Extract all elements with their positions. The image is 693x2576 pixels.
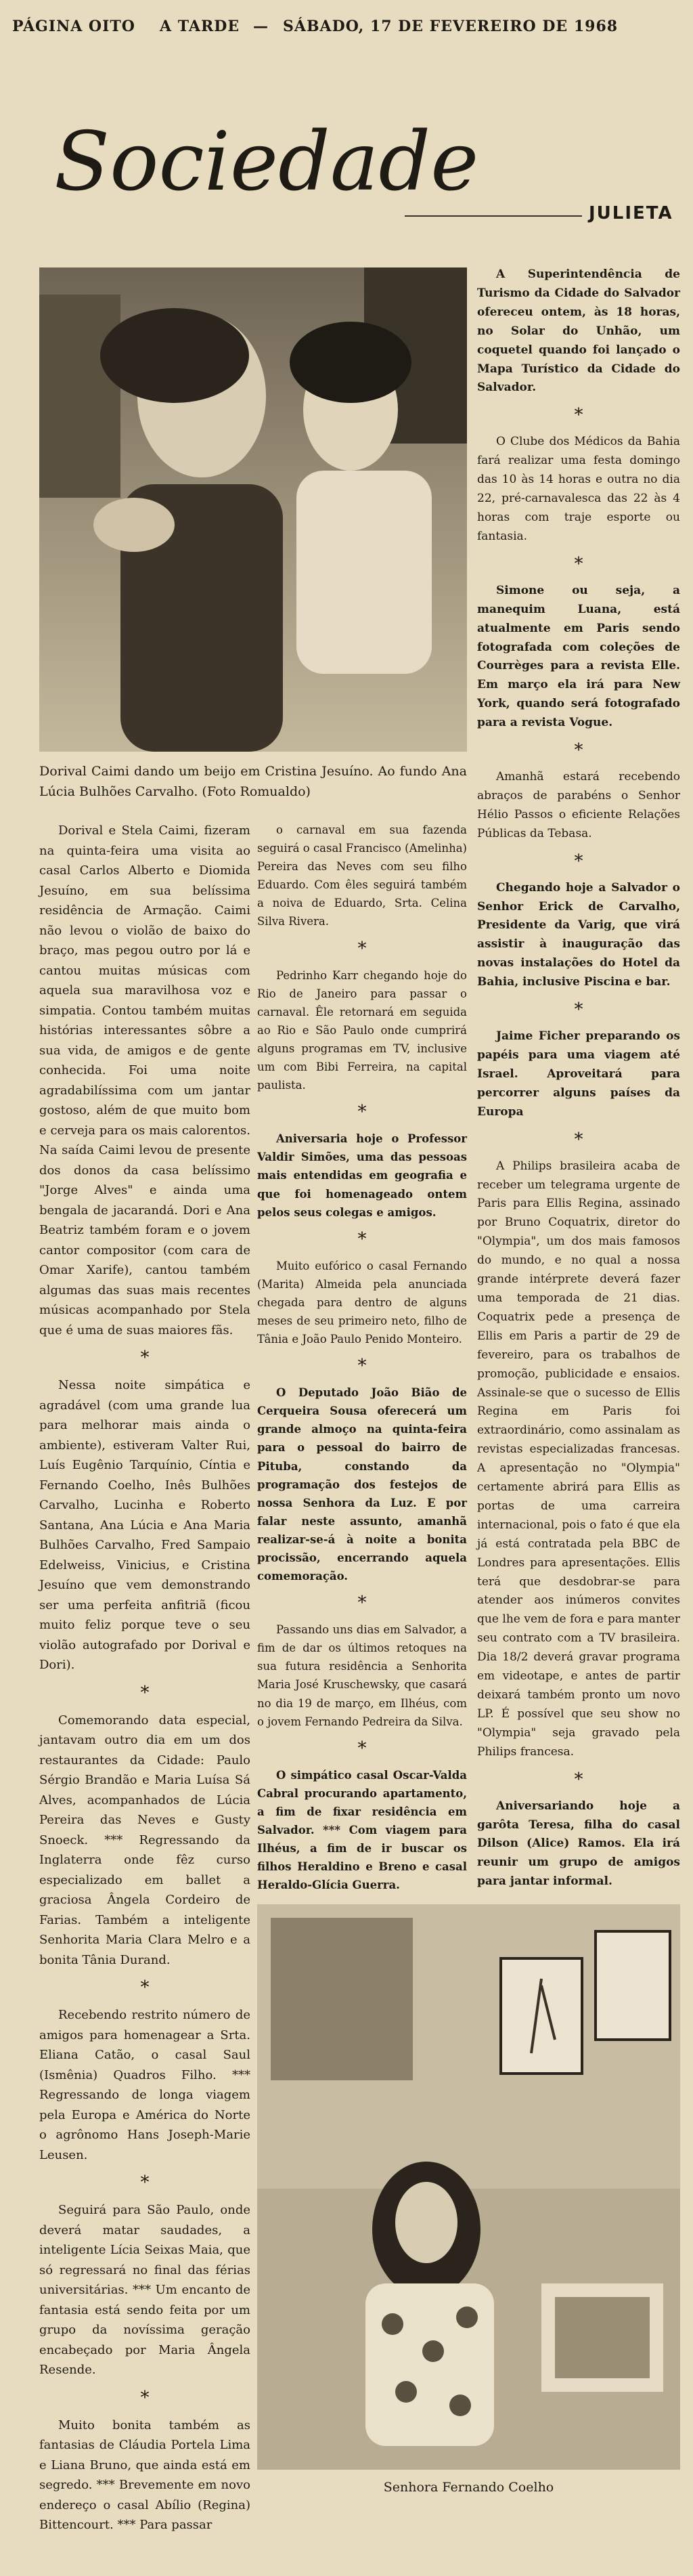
separator-star: * [574, 405, 583, 426]
photo-kiss [39, 267, 467, 752]
separator-star: * [357, 1356, 367, 1377]
news-paragraph: A Philips brasileira acaba de receber um telegrama urgente de Paris para Ellis Regina, assinado por Bruno Coquatrix, diretor do "Olympia", um dos mais famosos do mundo, e no qual a nossa grande intérprete deverá fazer uma temporada de 21 dias. Coquatrix pede a presença de Ellis em Paris a partir de 29 de fevereiro, para os trabalhos de promoção, publicidade e ensaios. Assinale-se que o sucesso de Ellis Regina em Paris foi extraordinário, como assinalam as revistas especializadas francesas. A apresentação no "Olympia" certamente abrirá para Ellis as portas de uma carreira internacional, pois o fato é que ela já está contratada pela BBC de Londres para apresentações. Ellis terá que desdobrar-se para atender aos inúmeros convites que lhe vem de fora e para manter seu contrato com a TV brasileira. Dia 18/2 deverá gravar programa em videotape, e antes de partir deixará também pronto um novo LP. É possível que seu show no "Olympia" seja gravado pela Philips francesa. [477, 1159, 680, 1759]
separator-star: * [140, 2387, 150, 2408]
photo-senhora-image [257, 1904, 680, 2470]
issue-date: SÁBADO, 17 DE FEVEREIRO DE 1968 [283, 18, 619, 35]
news-paragraph: Amanhã estará recebendo abraços de parabéns o Senhor Hélio Passos o eficiente Relações Públicas da Tebasa. [477, 770, 680, 840]
newspaper-name: A TARDE [160, 18, 240, 35]
news-paragraph: A Superintendência de Turismo da Cidade do Salvador ofereceu ontem, às 18 horas, no Solar do Unhão, um coquetel quando foi lançado o Mapa Turístico da Cidade do Salvador. [477, 267, 680, 395]
page-header [0, 0, 693, 54]
news-paragraph: Comemorando data especial, jantavam outro dia em um dos restaurantes da Cidade: Paulo Sérgio Brandão e Maria Luísa Sá Alves, acompanhados de Lúcia Pereira das Neves e Gusty Snoeck. *** Regressando da Inglaterra onde fêz curso especializado em ballet a graciosa Ângela Cordeiro de Farias. Também a inteligente Senhorita Maria Clara Melro e a bonita Tânia Durand. [39, 1713, 250, 1967]
separator-star: * [140, 1348, 150, 1368]
left-column [39, 821, 250, 2535]
separator-star: * [357, 1102, 367, 1123]
separator-star: * [357, 938, 367, 959]
separator-star: * [574, 1129, 583, 1150]
header-dash: — [253, 18, 269, 35]
separator-star: * [574, 851, 583, 872]
section-title: Sociedade [54, 115, 479, 209]
photo-senhora-caption: Senhora Fernando Coelho [383, 2480, 554, 2495]
separator-star: * [357, 1738, 367, 1759]
photo-kiss-image [39, 267, 467, 752]
news-paragraph: O Deputado João Bião de Cerqueira Sousa oferecerá um grande almoço na quinta-feira para o pessoal do bairro de Pituba, constando da programação dos festejos de nossa Senhora da Luz. E por falar neste assunto, amanhã realizar-se-á à noite a bonita procissão, encerrando aquela comemoração. [257, 1386, 467, 1583]
news-paragraph: Muito eufórico o casal Fernando (Marita) Almeida pela anunciada chegada para dentro de alguns meses de seu primeiro neto, filho de Tânia e João Paulo Penido Monteiro. [257, 1259, 467, 1346]
news-paragraph: Dorival e Stela Caimi, fizeram na quinta-feira uma visita ao casal Carlos Alberto e Diomida Jesuíno, em sua belíssima residência de Armação. Caimi não levou o violão de baixo do braço, mas pegou outro por lá e cantou muitas músicas com aquela sua maravilhosa voz e simpatia. Contou também muitas histórias interessantes sôbre a sua vida, de amigos e de gente conhecida. Foi uma noite agradabilíssima com um jantar gostoso, além de que muito bom e cerveja para os mais calorentos. Na saída Caimi levou de presente dos donos da casa belíssimo "Jorge Alves" e ainda uma bengala de jacarandá. Dori e Ana Beatriz também foram e o jovem cantor compositor (com cara de Omar Xarife), cantou também algumas das suas mais recentes músicas acompanhado por Stela que é uma de suas maiores fãs. [39, 823, 250, 1337]
news-paragraph: Recebendo restrito número de amigos para homenagear a Srta. Eliana Catão, o casal Saul (Ismênia) Quadros Filho. *** Regressando de longa viagem pela Europa e América do Norte o agrônomo Hans Joseph-Marie Leusen. [39, 2008, 250, 2162]
photo-kiss-caption: Dorival Caimi dando um beijo em Cristina Jesuíno. Ao fundo Ana Lúcia Bulhões Carvalho. (Foto Romualdo) [39, 764, 467, 799]
news-paragraph: Seguirá para São Paulo, onde deverá matar saudades, a inteligente Lícia Seixas Maia, que só regressará no final das férias universitárias. *** Um encanto de fantasia está sendo feita por um grupo da novíssima geração encabeçado por Maria Ângela Resende. [39, 2203, 250, 2377]
news-paragraph: O Clube dos Médicos da Bahia fará realizar uma festa domingo das 10 às 14 horas e outra no dia 22, pré-carnavalesca das 22 às 4 horas com traje esporte ou fantasia. [477, 435, 680, 543]
page-number: PÁGINA OITO [12, 18, 135, 35]
news-paragraph: Muito bonita também as fantasias de Cláudia Portela Lima e Liana Bruno, que ainda está em segredo. *** Brevemente em novo endereço o casal Abílio (Regina) Bittencourt. *** Para passar [39, 2418, 250, 2532]
news-paragraph: Passando uns dias em Salvador, a fim de dar os últimos retoques na sua futura residência a Senhorita Maria José Kruschewsky, que casará no dia 19 de março, em Ilhéus, com o jovem Fernando Pedreira da Silva. [257, 1623, 467, 1728]
separator-star: * [140, 2172, 150, 2193]
news-paragraph: Nessa noite simpática e agradável (com uma grande lua para melhorar mais ainda o ambiente), estiveram Valter Rui, Luís Eugênio Tarquínio, Cíntia e Fernando Coelho, Inês Bulhões Carvalho, Lucinha e Roberto Santana, Ana Lúcia e Ana Maria Bulhões Carvalho, Fred Sampaio Edelweiss, Vinicius, e Cristina Jesuíno que vem demonstrando ser uma perfeita anfitriã (ficou muito feliz porque teve o seu violão autografado por Dorival e Dori). [39, 1378, 250, 1672]
title-rule [405, 215, 582, 217]
separator-star: * [574, 1769, 583, 1790]
separator-star: * [357, 1228, 367, 1249]
news-paragraph: Pedrinho Karr chegando hoje do Rio de Janeiro para passar o carnaval. Êle retornará em seguida ao Rio e São Paulo onde cumprirá alguns programas em TV, inclusive um com Bibi Ferreira, na capital paulista. [257, 968, 467, 1092]
news-paragraph: Aniversariando hoje a garôta Teresa, filha do casal Dilson (Alice) Ramos. Ela irá reunir um grupo de amigos para jantar informal. [477, 1799, 680, 1889]
columnist-name: JULIETA [589, 203, 673, 223]
news-paragraph: Chegando hoje a Salvador o Senhor Erick de Carvalho, Presidente da Varig, que virá assistir à inauguração das novas instalações do Hotel da Bahia, inclusive Piscina e bar. [477, 880, 680, 989]
separator-star: * [574, 553, 583, 574]
separator-star: * [574, 1000, 583, 1021]
separator-star: * [357, 1593, 367, 1614]
news-paragraph: o carnaval em sua fazenda seguirá o casal Francisco (Amelinha) Pereira das Neves com seu filho Eduardo. Com êles seguirá também a noiva de Eduardo, Srta. Celina Silva Rivera. [257, 823, 467, 928]
middle-column [257, 821, 467, 1894]
separator-star: * [140, 1682, 150, 1703]
news-paragraph: Jaime Ficher preparando os papéis para uma viagem até Israel. Aproveitará para percorrer alguns países da Europa [477, 1029, 680, 1119]
news-paragraph: Aniversaria hoje o Professor Valdir Simões, uma das pessoas mais entendidas em geografia e que foi homenageado ontem pelos seus colegas e amigos. [257, 1132, 467, 1219]
separator-star: * [140, 1977, 150, 1998]
separator-star: * [574, 740, 583, 761]
right-column [477, 265, 680, 1891]
news-paragraph: Simone ou seja, a manequim Luana, está atualmente em Paris sendo fotografada com coleções de Courrèges para a revista Elle. Em março ela irá para New York, quando será fotografado para a revista Vogue. [477, 583, 680, 730]
news-paragraph: O simpático casal Oscar-Valda Cabral procurando apartamento, a fim de fixar residência em Salvador. *** Com viagem para Ilhéus, a fim de ir buscar os filhos Heraldino e Breno e casal Heraldo-Glícia Guerra. [257, 1768, 467, 1892]
photo-senhora [257, 1904, 680, 2470]
